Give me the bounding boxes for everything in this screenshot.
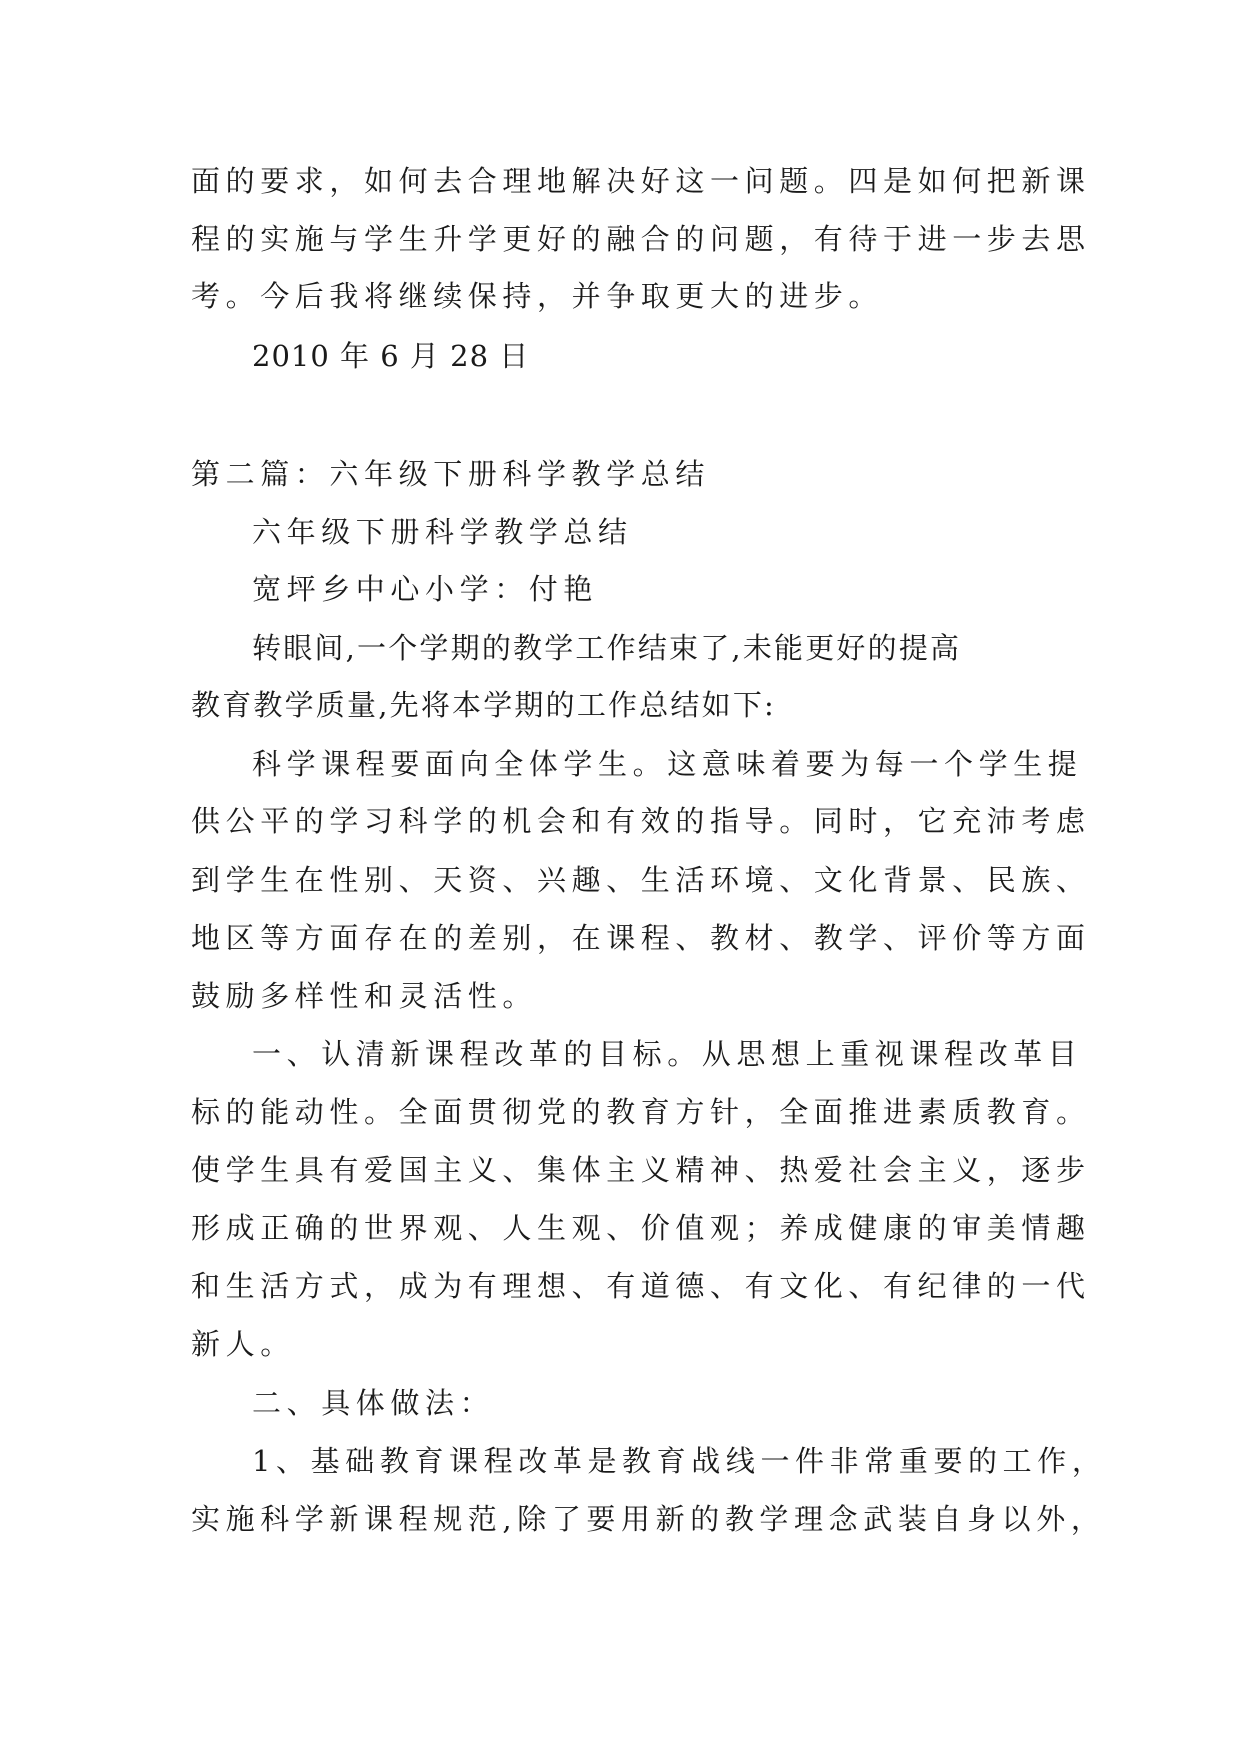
paragraph-line: 供公平的学习科学的机会和有效的指导。同时，它充沛考虑 xyxy=(191,804,1091,838)
paragraph-line: 考。今后我将继续保持，并争取更大的进步。 xyxy=(191,279,884,313)
paragraph-line: 面的要求，如何去合理地解决好这一问题。四是如何把新课 xyxy=(191,164,1091,198)
paragraph-line: 程的实施与学生升学更好的融合的问题，有待于进一步去思 xyxy=(191,222,1091,256)
paragraph-line: 新人。 xyxy=(191,1327,295,1361)
subheading-line: 二、具体做法： xyxy=(252,1386,495,1420)
paragraph-line: 鼓励多样性和灵活性。 xyxy=(191,979,538,1013)
paragraph-line: 和生活方式，成为有理想、有道德、有文化、有纪律的一代 xyxy=(191,1269,1091,1303)
paragraph-line: 到学生在性别、天资、兴趣、生活环境、文化背景、民族、 xyxy=(191,863,1091,897)
paragraph-line: 转眼间,一个学期的教学工作结束了,未能更好的提高 xyxy=(252,631,962,665)
paragraph-line: 地区等方面存在的差别，在课程、教材、教学、评价等方面 xyxy=(191,921,1091,955)
paragraph-line: 教育教学质量,先将本学期的工作总结如下: xyxy=(191,688,776,722)
document-title: 六年级下册科学教学总结 xyxy=(252,515,633,549)
paragraph-line: 科学课程要面向全体学生。这意味着要为每一个学生提 xyxy=(252,747,1083,781)
paragraph-line: 使学生具有爱国主义、集体主义精神、热爱社会主义，逐步 xyxy=(191,1153,1091,1187)
paragraph-line: 1、基础教育课程改革是教育战线一件非常重要的工作， xyxy=(252,1444,1107,1478)
paragraph-line: 一、认清新课程改革的目标。从思想上重视课程改革目 xyxy=(252,1037,1083,1071)
paragraph-line: 实施科学新课程规范,除了要用新的教学理念武装自身以外， xyxy=(191,1502,1106,1536)
paragraph-line: 形成正确的世界观、人生观、价值观；养成健康的审美情趣 xyxy=(191,1211,1091,1245)
section-title: 第二篇：六年级下册科学教学总结 xyxy=(191,457,711,491)
author-line: 宽坪乡中心小学：付艳 xyxy=(252,572,599,606)
paragraph-line: 标的能动性。全面贯彻党的教育方针，全面推进素质教育。 xyxy=(191,1095,1091,1129)
date-line: 2010 年 6 月 28 日 xyxy=(252,339,530,373)
